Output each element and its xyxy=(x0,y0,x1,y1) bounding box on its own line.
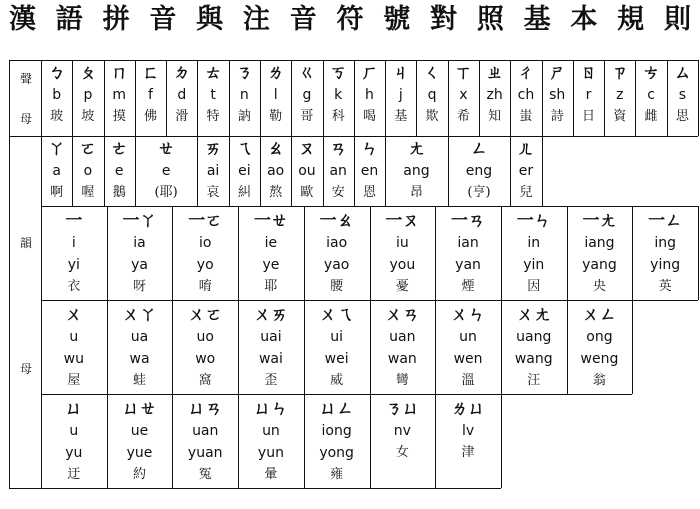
final-cell xyxy=(260,138,291,204)
example-char: 因 xyxy=(527,279,541,294)
example-char: 翁 xyxy=(592,373,606,388)
pinyin-text: ian xyxy=(457,235,479,251)
final-cell xyxy=(197,138,228,204)
example-char: 鵝 xyxy=(112,185,126,200)
example-char: 女 xyxy=(395,445,409,460)
pinyin-text: b xyxy=(52,87,62,103)
final-cell xyxy=(41,398,107,486)
pinyin-text: ong xyxy=(586,329,613,345)
zhuyin-symbol: ㄔ xyxy=(517,63,535,83)
example-char: 特 xyxy=(206,109,220,124)
zhuyin-symbol: ㄞ xyxy=(204,139,222,159)
pinyin-text: ai xyxy=(206,163,220,179)
title-char: 拼 xyxy=(102,4,130,35)
example-char: 勒 xyxy=(269,109,283,124)
pinyin-standalone: lv xyxy=(461,423,475,439)
pinyin-text: ang xyxy=(403,163,430,179)
pinyin-standalone: yi xyxy=(67,257,80,273)
pinyin-text: ia xyxy=(133,235,146,251)
example-char: 雍 xyxy=(330,467,344,482)
example-char: 佛 xyxy=(143,109,157,124)
pinyin-text: g xyxy=(302,87,312,103)
zhuyin-symbol: 一ㄚ xyxy=(122,211,157,231)
final-cell xyxy=(41,138,72,204)
initial-cell xyxy=(41,62,72,134)
zhuyin-symbol: 一ㄡ xyxy=(385,211,420,231)
pinyin-standalone: wu xyxy=(63,351,84,367)
pinyin-text: ing xyxy=(654,235,676,251)
example-char: 昂 xyxy=(409,185,423,200)
final-cell xyxy=(567,210,633,298)
example-char: 訥 xyxy=(237,109,251,124)
title-char: 規 xyxy=(617,4,645,35)
zhuyin-symbol: ㄩ xyxy=(65,399,83,419)
pinyin-text: uo xyxy=(196,329,214,345)
initial-cell xyxy=(229,62,260,134)
pinyin-standalone: wai xyxy=(258,351,283,367)
example-char: 基 xyxy=(394,109,408,124)
pinyin-standalone: wo xyxy=(195,351,216,367)
pinyin-text: eng xyxy=(465,163,493,179)
pinyin-standalone: yang xyxy=(582,257,617,273)
row-divider xyxy=(41,300,632,301)
zhuyin-symbol: ㄠ xyxy=(267,139,285,159)
zhuyin-symbol: ㄘ xyxy=(642,63,660,83)
title-char: 注 xyxy=(242,4,270,35)
final-cell xyxy=(448,138,511,204)
title-char: 與 xyxy=(196,4,224,35)
final-cell xyxy=(304,210,370,298)
example-char: 耶 xyxy=(264,279,278,294)
final-cell xyxy=(135,138,198,204)
example-char: 蛙 xyxy=(133,373,147,388)
title-char: 照 xyxy=(476,4,504,35)
title-char: 語 xyxy=(55,4,83,35)
zhuyin-symbol: ㄏ xyxy=(360,63,378,83)
zhuyin-symbol: ㄓ xyxy=(486,63,504,83)
pinyin-text: p xyxy=(83,87,93,103)
pinyin-text: q xyxy=(427,87,437,103)
zhuyin-symbol: ㄅ xyxy=(48,63,66,83)
pinyin-standalone: wa xyxy=(129,351,150,367)
pinyin-text: m xyxy=(112,87,127,103)
initial-cell xyxy=(166,62,197,134)
final-cell xyxy=(354,138,385,204)
initial-cell xyxy=(448,62,479,134)
zhuyin-symbol: 一ㄛ xyxy=(188,211,223,231)
final-cell xyxy=(501,304,567,392)
final-cell xyxy=(370,398,436,486)
zhuyin-symbol: ㄐ xyxy=(392,63,410,83)
example-char: 玻 xyxy=(50,109,64,124)
initial-cell xyxy=(104,62,135,134)
zhuyin-symbol: 一ㄝ xyxy=(253,211,288,231)
pinyin-text: uan xyxy=(389,329,416,345)
example-char: 知 xyxy=(488,109,502,124)
zhuyin-symbol: ㄛ xyxy=(79,139,97,159)
pinyin-standalone: yu xyxy=(65,445,83,461)
example-char: 雌 xyxy=(644,109,658,124)
pinyin-standalone: yuan xyxy=(187,445,223,461)
pinyin-text: u xyxy=(69,423,79,439)
title-char: 音 xyxy=(289,4,317,35)
zhuyin-symbol: ㄟ xyxy=(235,139,253,159)
example-char: 歐 xyxy=(300,185,314,200)
pinyin-standalone: wan xyxy=(387,351,417,367)
initial-cell xyxy=(291,62,322,134)
pinyin-standalone: weng xyxy=(580,351,619,367)
pinyin-standalone: yin xyxy=(523,257,545,273)
example-char: 呀 xyxy=(133,279,147,294)
final-cell xyxy=(435,304,501,392)
example-char: 歪 xyxy=(264,373,278,388)
final-cell xyxy=(72,138,103,204)
pinyin-text: iao xyxy=(326,235,348,251)
example-char: 資 xyxy=(613,109,627,124)
pinyin-text: ao xyxy=(267,163,285,179)
zhuyin-symbol: ㄩㄣ xyxy=(253,399,288,419)
final-cell xyxy=(304,304,370,392)
pinyin-text: c xyxy=(647,87,655,103)
example-char: 煙 xyxy=(461,279,475,294)
zhuyin-symbol: ㄉ xyxy=(173,63,191,83)
pinyin-text: iu xyxy=(395,235,409,251)
final-cell xyxy=(172,398,238,486)
pinyin-standalone: yan xyxy=(455,257,481,273)
row-label: 韻 xyxy=(20,236,33,250)
pinyin-standalone: nv xyxy=(393,423,411,439)
example-char: (耶) xyxy=(154,185,178,200)
pinyin-text: d xyxy=(177,87,187,103)
final-cell xyxy=(107,304,173,392)
example-char: 溫 xyxy=(461,373,475,388)
pinyin-text: l xyxy=(273,87,278,103)
pinyin-standalone: ya xyxy=(131,257,148,273)
row-divider xyxy=(41,394,501,395)
pinyin-text: zh xyxy=(486,87,503,103)
example-char: 哥 xyxy=(300,109,314,124)
pinyin-text: ei xyxy=(238,163,251,179)
pinyin-standalone: yao xyxy=(323,257,350,273)
final-cell xyxy=(238,398,304,486)
zhuyin-symbol: ㄍ xyxy=(298,63,316,83)
example-char: 英 xyxy=(658,279,672,294)
pinyin-text: in xyxy=(527,235,541,251)
title-char: 則 xyxy=(663,4,691,35)
initial-cell xyxy=(385,62,416,134)
example-char: 欺 xyxy=(425,109,439,124)
example-char: 恩 xyxy=(362,185,376,200)
final-cell xyxy=(104,138,135,204)
zhuyin-symbol: ㄩㄥ xyxy=(319,399,354,419)
pinyin-text: uan xyxy=(192,423,219,439)
title-char: 號 xyxy=(383,4,411,35)
title-char: 對 xyxy=(430,4,458,35)
initial-cell xyxy=(354,62,385,134)
example-char: 滑 xyxy=(175,109,189,124)
example-char: 哀 xyxy=(206,185,220,200)
pinyin-standalone: you xyxy=(389,257,416,273)
title-char: 符 xyxy=(336,4,364,35)
pinyin-text: x xyxy=(459,87,468,103)
page-title xyxy=(0,3,700,37)
pinyin-text: ue xyxy=(130,423,149,439)
pinyin-text: e xyxy=(114,163,124,179)
col-divider xyxy=(542,136,543,206)
zhuyin-symbol: ㄨㄛ xyxy=(188,305,223,325)
initial-cell xyxy=(260,62,291,134)
row-label: 聲 xyxy=(20,72,33,86)
final-cell xyxy=(172,210,238,298)
initial-cell xyxy=(416,62,447,134)
col-divider xyxy=(698,206,699,300)
zhuyin-symbol: 一ㄠ xyxy=(319,211,354,231)
zhuyin-symbol: ㄡ xyxy=(298,139,316,159)
zhuyin-symbol: 一ㄤ xyxy=(582,211,617,231)
pinyin-text: i xyxy=(71,235,76,251)
zhuyin-symbol: ㄤ xyxy=(407,139,425,159)
example-char: 腰 xyxy=(330,279,344,294)
pinyin-text: en xyxy=(360,163,379,179)
example-char: 汪 xyxy=(527,373,541,388)
zhuyin-symbol: ㄦ xyxy=(517,139,535,159)
example-char: 糾 xyxy=(237,185,251,200)
zhuyin-symbol: ㄨㄣ xyxy=(451,305,486,325)
initial-cell xyxy=(197,62,228,134)
zhuyin-symbol: ㄇ xyxy=(110,63,128,83)
example-char: 暈 xyxy=(264,467,278,482)
example-char: 啊 xyxy=(50,185,64,200)
zhuyin-symbol: ㄥ xyxy=(470,139,488,159)
zhuyin-symbol: ㄖ xyxy=(579,63,597,83)
example-char: 唷 xyxy=(198,279,212,294)
zhuyin-symbol: ㄌㄩ xyxy=(451,399,486,419)
example-char: 冤 xyxy=(198,467,212,482)
initial-cell xyxy=(510,62,541,134)
pinyin-text: ui xyxy=(330,329,344,345)
pinyin-standalone: yong xyxy=(319,445,354,461)
example-char: 衣 xyxy=(67,279,81,294)
pinyin-text: j xyxy=(398,87,403,103)
zhuyin-symbol: ㄝ xyxy=(157,139,175,159)
example-char: (亨) xyxy=(467,185,491,200)
pinyin-standalone: wei xyxy=(324,351,349,367)
example-char: 窩 xyxy=(198,373,212,388)
col-divider xyxy=(698,60,699,136)
zhuyin-symbol: ㄨ xyxy=(65,305,83,325)
initial-cell xyxy=(667,62,698,134)
initial-cell xyxy=(635,62,666,134)
pinyin-text: a xyxy=(52,163,61,179)
final-cell xyxy=(107,398,173,486)
example-char: 日 xyxy=(581,109,595,124)
zhuyin-symbol: ㄋ xyxy=(235,63,253,83)
example-char: 屋 xyxy=(67,373,81,388)
final-cell xyxy=(385,138,448,204)
final-cell xyxy=(172,304,238,392)
final-cell xyxy=(501,210,567,298)
pinyin-text: r xyxy=(585,87,592,103)
pinyin-text: o xyxy=(83,163,93,179)
pinyin-text: io xyxy=(199,235,212,251)
final-cell xyxy=(291,138,322,204)
initial-cell xyxy=(604,62,635,134)
initial-cell xyxy=(542,62,573,134)
table-bottom-border xyxy=(9,488,41,489)
final-cell xyxy=(370,304,436,392)
initial-cell xyxy=(479,62,510,134)
initial-cell xyxy=(72,62,103,134)
zhuyin-symbol: ㄎ xyxy=(329,63,347,83)
pinyin-text: ua xyxy=(130,329,149,345)
zhuyin-symbol: ㄨㄥ xyxy=(582,305,617,325)
final-cell xyxy=(370,210,436,298)
example-char: 摸 xyxy=(112,109,126,124)
example-char: 約 xyxy=(133,467,147,482)
pinyin-text: an xyxy=(329,163,347,179)
zhuyin-symbol: ㄨㄟ xyxy=(319,305,354,325)
zhuyin-symbol: ㄆ xyxy=(79,63,97,83)
example-char: 迂 xyxy=(67,467,81,482)
zhuyin-symbol: ㄢ xyxy=(329,139,347,159)
example-char: 喝 xyxy=(362,109,376,124)
zhuyin-symbol: 一 xyxy=(65,211,83,231)
zhuyin-symbol: ㄩㄝ xyxy=(122,399,157,419)
pinyin-text: ou xyxy=(298,163,316,179)
pinyin-standalone: ye xyxy=(262,257,280,273)
pinyin-text: k xyxy=(334,87,343,103)
pinyin-text: uai xyxy=(260,329,282,345)
pinyin-text: ie xyxy=(264,235,278,251)
initial-cell xyxy=(323,62,354,134)
zhuyin-symbol: 一ㄢ xyxy=(451,211,486,231)
pinyin-text: u xyxy=(69,329,79,345)
zhuyin-symbol: ㄑ xyxy=(423,63,441,83)
pinyin-standalone: ying xyxy=(650,257,681,273)
pinyin-text: z xyxy=(616,87,624,103)
example-char: 兒 xyxy=(519,185,533,200)
final-cell xyxy=(229,138,260,204)
pinyin-text: h xyxy=(365,87,374,103)
example-char: 彎 xyxy=(395,373,409,388)
initial-cell xyxy=(573,62,604,134)
title-char: 本 xyxy=(570,4,598,35)
final-cell xyxy=(41,210,107,298)
initial-cell xyxy=(135,62,166,134)
example-char: 喔 xyxy=(81,185,95,200)
row-label: 母 xyxy=(20,112,33,126)
title-char: 漢 xyxy=(9,4,36,35)
example-char: 希 xyxy=(456,109,470,124)
final-cell xyxy=(435,210,501,298)
table-left-border xyxy=(9,60,10,488)
zhuyin-symbol: ㄣ xyxy=(360,139,378,159)
pinyin-standalone: yun xyxy=(257,445,284,461)
example-char: 思 xyxy=(675,109,689,124)
zhuyin-symbol: ㄨㄞ xyxy=(253,305,288,325)
zhuyin-symbol: ㄨㄢ xyxy=(385,305,420,325)
title-char: 基 xyxy=(523,4,551,35)
example-char: 威 xyxy=(330,373,344,388)
zhuyin-symbol: ㄚ xyxy=(48,139,66,159)
pinyin-standalone: wang xyxy=(514,351,553,367)
example-char: 憂 xyxy=(395,279,409,294)
zhuyin-symbol: ㄌ xyxy=(267,63,285,83)
pinyin-text: sh xyxy=(549,87,566,103)
row-label: 母 xyxy=(20,362,33,376)
pinyin-text: n xyxy=(239,87,249,103)
zhuyin-symbol: 一ㄥ xyxy=(648,211,683,231)
zhuyin-symbol: 一ㄣ xyxy=(516,211,551,231)
example-char: 央 xyxy=(592,279,606,294)
pinyin-text: e xyxy=(161,163,171,179)
pinyin-standalone: yo xyxy=(196,257,214,273)
pinyin-text: un xyxy=(459,329,477,345)
zhuyin-symbol: ㄨㄚ xyxy=(122,305,157,325)
title-char: 音 xyxy=(149,4,177,35)
zhuyin-symbol: ㄕ xyxy=(548,63,566,83)
example-char: 詩 xyxy=(550,109,564,124)
final-cell xyxy=(238,210,304,298)
zhuyin-symbol: ㄨㄤ xyxy=(516,305,551,325)
zhuyin-symbol: ㄒ xyxy=(454,63,472,83)
example-char: 坡 xyxy=(81,109,95,124)
example-char: 熬 xyxy=(269,185,283,200)
example-char: 津 xyxy=(461,445,475,460)
zhuyin-symbol: ㄗ xyxy=(611,63,629,83)
pinyin-text: iang xyxy=(584,235,615,251)
final-cell xyxy=(632,210,698,298)
final-cell xyxy=(567,304,633,392)
pinyin-text: t xyxy=(210,87,216,103)
final-cell xyxy=(107,210,173,298)
row-divider xyxy=(41,488,501,489)
final-cell xyxy=(323,138,354,204)
zhuyin-symbol: ㄩㄢ xyxy=(188,399,223,419)
final-cell xyxy=(510,138,541,204)
zhuyin-symbol: ㄋㄩ xyxy=(385,399,420,419)
zhuyin-symbol: ㄊ xyxy=(204,63,222,83)
pinyin-text: iong xyxy=(321,423,352,439)
example-char: 蚩 xyxy=(519,109,533,124)
label-divider xyxy=(41,136,42,488)
zhuyin-symbol: ㄈ xyxy=(141,63,159,83)
pinyin-standalone: yue xyxy=(126,445,153,461)
zhuyin-symbol: ㄙ xyxy=(673,63,691,83)
pinyin-text: er xyxy=(518,163,534,179)
final-cell xyxy=(41,304,107,392)
pinyin-text: f xyxy=(148,87,153,103)
pinyin-text: uang xyxy=(516,329,552,345)
pinyin-text: ch xyxy=(517,87,535,103)
pinyin-standalone: wen xyxy=(453,351,483,367)
col-divider xyxy=(632,300,633,394)
final-cell xyxy=(238,304,304,392)
pinyin-text: s xyxy=(678,87,686,103)
example-char: 科 xyxy=(331,109,345,124)
example-char: 安 xyxy=(331,185,345,200)
final-cell xyxy=(435,398,501,486)
zhuyin-symbol: ㄜ xyxy=(110,139,128,159)
col-divider xyxy=(501,394,502,488)
pinyin-text: un xyxy=(262,423,280,439)
final-cell xyxy=(304,398,370,486)
